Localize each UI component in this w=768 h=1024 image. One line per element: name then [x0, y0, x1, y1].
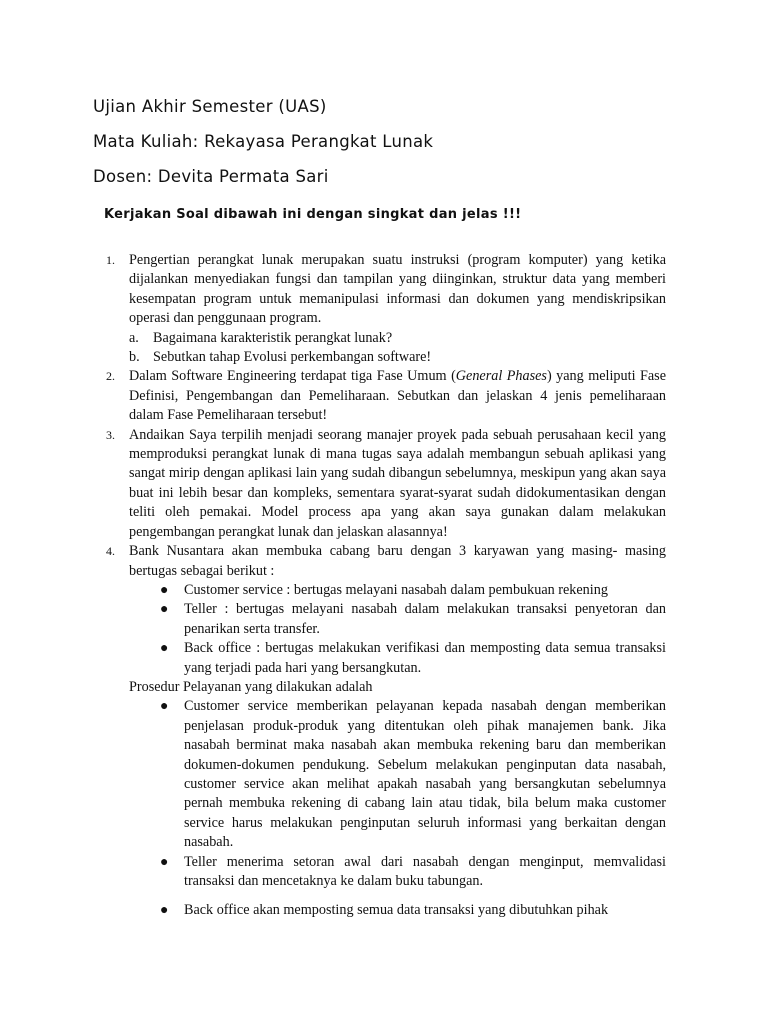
- question-list: [0, 251, 768, 921]
- bullet-icon: ●: [160, 582, 169, 598]
- course-name: Mata Kuliah: Rekayasa Perangkat Lunak: [93, 132, 434, 151]
- bullet-icon: ●: [160, 641, 169, 657]
- question-2: [106, 367, 666, 425]
- question-text-italic: General Phases: [455, 368, 547, 385]
- duty-item: [160, 581, 666, 600]
- procedure-item: [160, 697, 666, 852]
- part-text: Bagaimana karakteristik perangkat lunak?: [153, 329, 393, 346]
- duty-text: Back office : bertugas melakukan verifikasi dan memposting data semua transaksi yang terjadi pada hari yang bersangkutan.: [184, 640, 666, 676]
- part-label: b.: [129, 349, 140, 366]
- question-text: Andaikan Saya terpilih menjadi seorang manajer proyek pada sebuah perusahaan kecil yang memproduksi perangkat lunak di mana tugas saya adalah membangun sebuah aplikasi yang sangat mirip dengan aplikasi lain yang sudah dibangun sebelumnya, meskipun yang akan saya buat ini lebih besar dan kompleks, sementara syarat-syarat sudah didokumentasikan dengan teliti oleh pemakai. Model process apa yang akan saya gunakan dalam melakukan pengembangan perangkat lunak dan jelaskan alasannya!: [129, 426, 666, 540]
- exam-title: Ujian Akhir Semester (UAS): [93, 97, 327, 116]
- question-text: Pengertian perangkat lunak merupakan suatu instruksi (program komputer) yang ketika dijalankan menyediakan fungsi dan tampilan yang diinginkan, struktur data yang memberi kesempatan program untuk memanipulasi informasi dan dokumen yang mendiskripsikan operasi dan penggunaan program.: [129, 252, 666, 327]
- question-4: [106, 542, 666, 581]
- question-number: 3.: [106, 427, 115, 442]
- bullet-icon: ●: [160, 699, 169, 715]
- bullet-icon: ●: [160, 854, 169, 870]
- duty-item: [160, 600, 666, 639]
- procedure-label: Prosedur Pelayanan yang dilakukan adalah: [129, 678, 373, 695]
- question-text: Bank Nusantara akan membuka cabang baru dengan 3 karyawan yang masing- masing bertugas sebagai berikut :: [129, 543, 666, 579]
- procedure-text: Customer service memberikan pelayanan kepada nasabah dengan memberikan penjelasan produk-produk yang ditentukan oleh pihak manajemen bank. Jika nasabah berminat maka nasabah akan membuka rekening baru dan memberikan dokumen-dokumen pendukung. Sebelum melakukan penginputan data nasabah, customer service akan melihat apakah nasabah yang bersangkutan sebelumnya pernah membuka rekening di cabang lain atau tidak, bila belum maka customer service harus melakukan penginputan seluruh informasi yang berkaitan dengan nasabah.: [184, 698, 666, 851]
- question-1-part-a: [129, 329, 666, 348]
- duty-item: [160, 639, 666, 678]
- spacer: [0, 891, 768, 901]
- duty-text: Customer service : bertugas melayani nasabah dalam pembukuan rekening: [184, 581, 608, 598]
- question-number: 1.: [106, 253, 115, 267]
- instruction-text: Kerjakan Soal dibawah ini dengan singkat dan jelas !!!: [104, 207, 522, 222]
- question-1: [106, 251, 666, 329]
- question-number: 2.: [106, 369, 115, 384]
- question-3: [106, 426, 666, 542]
- question-text-start: Dalam Software Engineering terdapat tiga Fase Umum (: [129, 368, 456, 385]
- part-label: a.: [129, 329, 139, 346]
- procedure-text: Back office akan memposting semua data transaksi yang dibutuhkan pihak: [184, 902, 609, 919]
- procedure-item: [160, 901, 666, 920]
- question-number: 4.: [106, 544, 115, 559]
- procedure-item: [160, 853, 666, 892]
- part-text: Sebutkan tahap Evolusi perkembangan software!: [153, 349, 432, 366]
- question-1-part-b: [129, 348, 666, 367]
- bullet-icon: ●: [160, 602, 169, 618]
- lecturer-name: Dosen: Devita Permata Sari: [93, 167, 329, 186]
- bullet-icon: ●: [160, 903, 169, 919]
- question-text-end: ) yang meliputi Fase Definisi, Pengembangan dan Pemeliharaan. Sebutkan dan jelaskan 4 jenis pemeliharaan dalam Fase Pemeliharaan tersebut!: [129, 368, 666, 424]
- duty-text: Teller : bertugas melayani nasabah dalam melakukan transaksi penyetoran dan penarikan serta transfer.: [184, 601, 666, 637]
- procedure-text: Teller menerima setoran awal dari nasabah dengan menginput, memvalidasi transaksi dan mencetaknya ke dalam buku tabungan.: [184, 853, 666, 889]
